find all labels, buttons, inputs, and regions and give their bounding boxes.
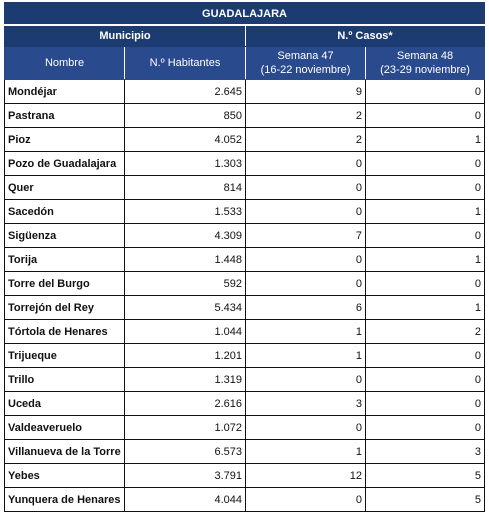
cell-semana47: 2 bbox=[246, 104, 366, 128]
cell-semana47: 2 bbox=[246, 128, 366, 152]
cell-habitantes: 3.791 bbox=[125, 464, 246, 488]
cell-semana47: 1 bbox=[246, 344, 366, 368]
cell-habitantes: 2.645 bbox=[125, 80, 246, 104]
cell-nombre: Uceda bbox=[5, 392, 125, 416]
cell-semana47: 0 bbox=[246, 272, 366, 296]
table-title-row bbox=[5, 3, 485, 26]
column-header-row bbox=[5, 47, 485, 80]
cell-habitantes: 4.044 bbox=[125, 488, 246, 512]
cell-semana48: 0 bbox=[366, 416, 485, 440]
table-body bbox=[5, 80, 485, 512]
table-row bbox=[5, 128, 485, 152]
cell-habitantes: 1.533 bbox=[125, 200, 246, 224]
cell-habitantes: 1.303 bbox=[125, 152, 246, 176]
cell-habitantes: 6.573 bbox=[125, 440, 246, 464]
table-row bbox=[5, 464, 485, 488]
cell-semana48: 3 bbox=[366, 440, 485, 464]
cell-nombre: Valdeaveruelo bbox=[5, 416, 125, 440]
cell-semana48: 2 bbox=[366, 320, 485, 344]
cell-semana48: 0 bbox=[366, 272, 485, 296]
cell-nombre: Quer bbox=[5, 176, 125, 200]
table-row bbox=[5, 488, 485, 512]
cell-semana48: 1 bbox=[366, 200, 485, 224]
column-header-semana47 bbox=[246, 47, 366, 80]
group-header-municipio: Municipio bbox=[5, 25, 246, 47]
cases-table-container bbox=[4, 2, 484, 512]
table-row bbox=[5, 440, 485, 464]
cell-nombre: Tórtola de Henares bbox=[5, 320, 125, 344]
cell-habitantes: 1.319 bbox=[125, 368, 246, 392]
cell-semana47: 0 bbox=[246, 416, 366, 440]
table-row bbox=[5, 200, 485, 224]
cell-nombre: Sigüenza bbox=[5, 224, 125, 248]
cell-habitantes: 814 bbox=[125, 176, 246, 200]
cell-habitantes: 592 bbox=[125, 272, 246, 296]
cell-semana47: 1 bbox=[246, 440, 366, 464]
cell-nombre: Pioz bbox=[5, 128, 125, 152]
table-row bbox=[5, 80, 485, 104]
column-header-nombre: Nombre bbox=[5, 47, 125, 80]
cell-semana48: 0 bbox=[366, 368, 485, 392]
cell-nombre: Torre del Burgo bbox=[5, 272, 125, 296]
cell-semana48: 0 bbox=[366, 176, 485, 200]
cell-semana48: 0 bbox=[366, 80, 485, 104]
cell-habitantes: 1.072 bbox=[125, 416, 246, 440]
cell-semana47: 0 bbox=[246, 368, 366, 392]
cell-semana47: 0 bbox=[246, 200, 366, 224]
cell-semana48: 5 bbox=[366, 488, 485, 512]
table-row bbox=[5, 248, 485, 272]
cell-habitantes: 2.616 bbox=[125, 392, 246, 416]
table-title: GUADALAJARA bbox=[5, 3, 485, 26]
table-row bbox=[5, 320, 485, 344]
cell-habitantes: 1.448 bbox=[125, 248, 246, 272]
semana48-label: Semana 48 bbox=[396, 50, 454, 62]
cell-nombre: Sacedón bbox=[5, 200, 125, 224]
cell-nombre: Yunquera de Henares bbox=[5, 488, 125, 512]
table-row bbox=[5, 344, 485, 368]
cell-habitantes: 850 bbox=[125, 104, 246, 128]
cell-nombre: Torrejón del Rey bbox=[5, 296, 125, 320]
semana47-label: Semana 47 bbox=[277, 50, 334, 62]
cell-semana47: 12 bbox=[246, 464, 366, 488]
cell-semana48: 1 bbox=[366, 128, 485, 152]
cell-semana48: 0 bbox=[366, 104, 485, 128]
semana48-dates: (23-29 noviembre) bbox=[380, 64, 470, 76]
cell-nombre: Villanueva de la Torre bbox=[5, 440, 125, 464]
cell-habitantes: 4.052 bbox=[125, 128, 246, 152]
table-row bbox=[5, 152, 485, 176]
cell-semana47: 0 bbox=[246, 488, 366, 512]
cell-habitantes: 1.044 bbox=[125, 320, 246, 344]
table-row bbox=[5, 176, 485, 200]
cell-semana48: 0 bbox=[366, 344, 485, 368]
cell-semana48: 0 bbox=[366, 392, 485, 416]
table-row bbox=[5, 416, 485, 440]
cell-semana47: 0 bbox=[246, 176, 366, 200]
cell-semana47: 9 bbox=[246, 80, 366, 104]
table-row bbox=[5, 368, 485, 392]
cell-semana48: 1 bbox=[366, 296, 485, 320]
cell-semana47: 6 bbox=[246, 296, 366, 320]
table-row bbox=[5, 296, 485, 320]
table-row bbox=[5, 104, 485, 128]
cell-nombre: Torija bbox=[5, 248, 125, 272]
group-header-casos: N.º Casos* bbox=[246, 25, 485, 47]
semana47-dates: (16-22 noviembre) bbox=[260, 64, 351, 76]
cell-nombre: Trijueque bbox=[5, 344, 125, 368]
cell-habitantes: 1.201 bbox=[125, 344, 246, 368]
cell-semana47: 0 bbox=[246, 248, 366, 272]
cell-semana47: 7 bbox=[246, 224, 366, 248]
cell-nombre: Mondéjar bbox=[5, 80, 125, 104]
cell-nombre: Yebes bbox=[5, 464, 125, 488]
table-row bbox=[5, 272, 485, 296]
table-row bbox=[5, 224, 485, 248]
column-header-semana48 bbox=[366, 47, 485, 80]
cell-semana48: 0 bbox=[366, 224, 485, 248]
cell-nombre: Pastrana bbox=[5, 104, 125, 128]
group-header-row bbox=[5, 25, 485, 47]
cell-semana48: 1 bbox=[366, 248, 485, 272]
cell-semana47: 3 bbox=[246, 392, 366, 416]
cell-semana48: 0 bbox=[366, 152, 485, 176]
cell-semana47: 1 bbox=[246, 320, 366, 344]
cell-semana48: 5 bbox=[366, 464, 485, 488]
cell-habitantes: 5.434 bbox=[125, 296, 246, 320]
cell-nombre: Trillo bbox=[5, 368, 125, 392]
cell-semana47: 0 bbox=[246, 152, 366, 176]
table-row bbox=[5, 392, 485, 416]
column-header-habitantes: N.º Habitantes bbox=[125, 47, 246, 80]
cases-table bbox=[4, 2, 485, 512]
cell-habitantes: 4.309 bbox=[125, 224, 246, 248]
cell-nombre: Pozo de Guadalajara bbox=[5, 152, 125, 176]
